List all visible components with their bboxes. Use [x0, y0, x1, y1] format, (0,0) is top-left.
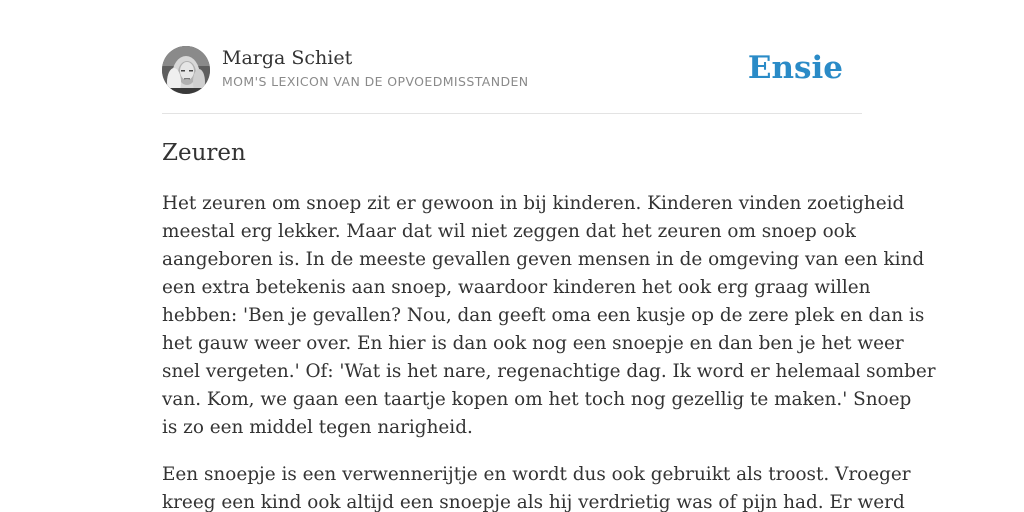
- brand-logo[interactable]: Ensie: [747, 50, 843, 86]
- text-line: van. Kom, we gaan een taartje kopen om het toch nog gezellig te maken.' Snoep: [162, 389, 912, 410]
- article-header: [162, 46, 862, 96]
- text-line: aangeboren is. In de meeste gevallen geven mensen in de omgeving van een kind: [162, 249, 925, 270]
- article-title: Zeuren: [162, 140, 246, 166]
- paragraph: [162, 190, 936, 442]
- text-line: een extra betekenis aan snoep, waardoor kinderen het ook erg graag willen: [162, 277, 871, 298]
- text-line: Een snoepje is een verwennerijtje en wordt dus ook gebruikt als troost. Vroeger: [162, 464, 911, 485]
- article-body: [162, 190, 936, 512]
- author-photo: [162, 46, 210, 94]
- text-line: meestal erg lekker. Maar dat wil niet zeggen dat het zeuren om snoep ook: [162, 221, 856, 242]
- header-divider: [162, 113, 862, 114]
- text-line: Het zeuren om snoep zit er gewoon in bij kinderen. Kinderen vinden zoetigheid: [162, 193, 905, 214]
- text-line: kreeg een kind ook altijd een snoepje als hij verdrietig was of pijn had. Er werd: [162, 492, 905, 512]
- text-line: het gauw weer over. En hier is dan ook nog een snoepje en dan ben je het weer: [162, 333, 904, 354]
- text-line: hebben: 'Ben je gevallen? Nou, dan geeft oma een kusje op de zere plek en dan is: [162, 305, 925, 326]
- collection-name[interactable]: MOM'S LEXICON VAN DE OPVOEDMISSTANDEN: [222, 74, 529, 89]
- text-line: is zo een middel tegen narigheid.: [162, 417, 473, 438]
- paragraph: [162, 461, 911, 512]
- author-name[interactable]: Marga Schiet: [222, 47, 353, 69]
- text-line: snel vergeten.' Of: 'Wat is het nare, regenachtige dag. Ik word er helemaal somber: [162, 361, 936, 382]
- author-avatar[interactable]: [162, 46, 210, 94]
